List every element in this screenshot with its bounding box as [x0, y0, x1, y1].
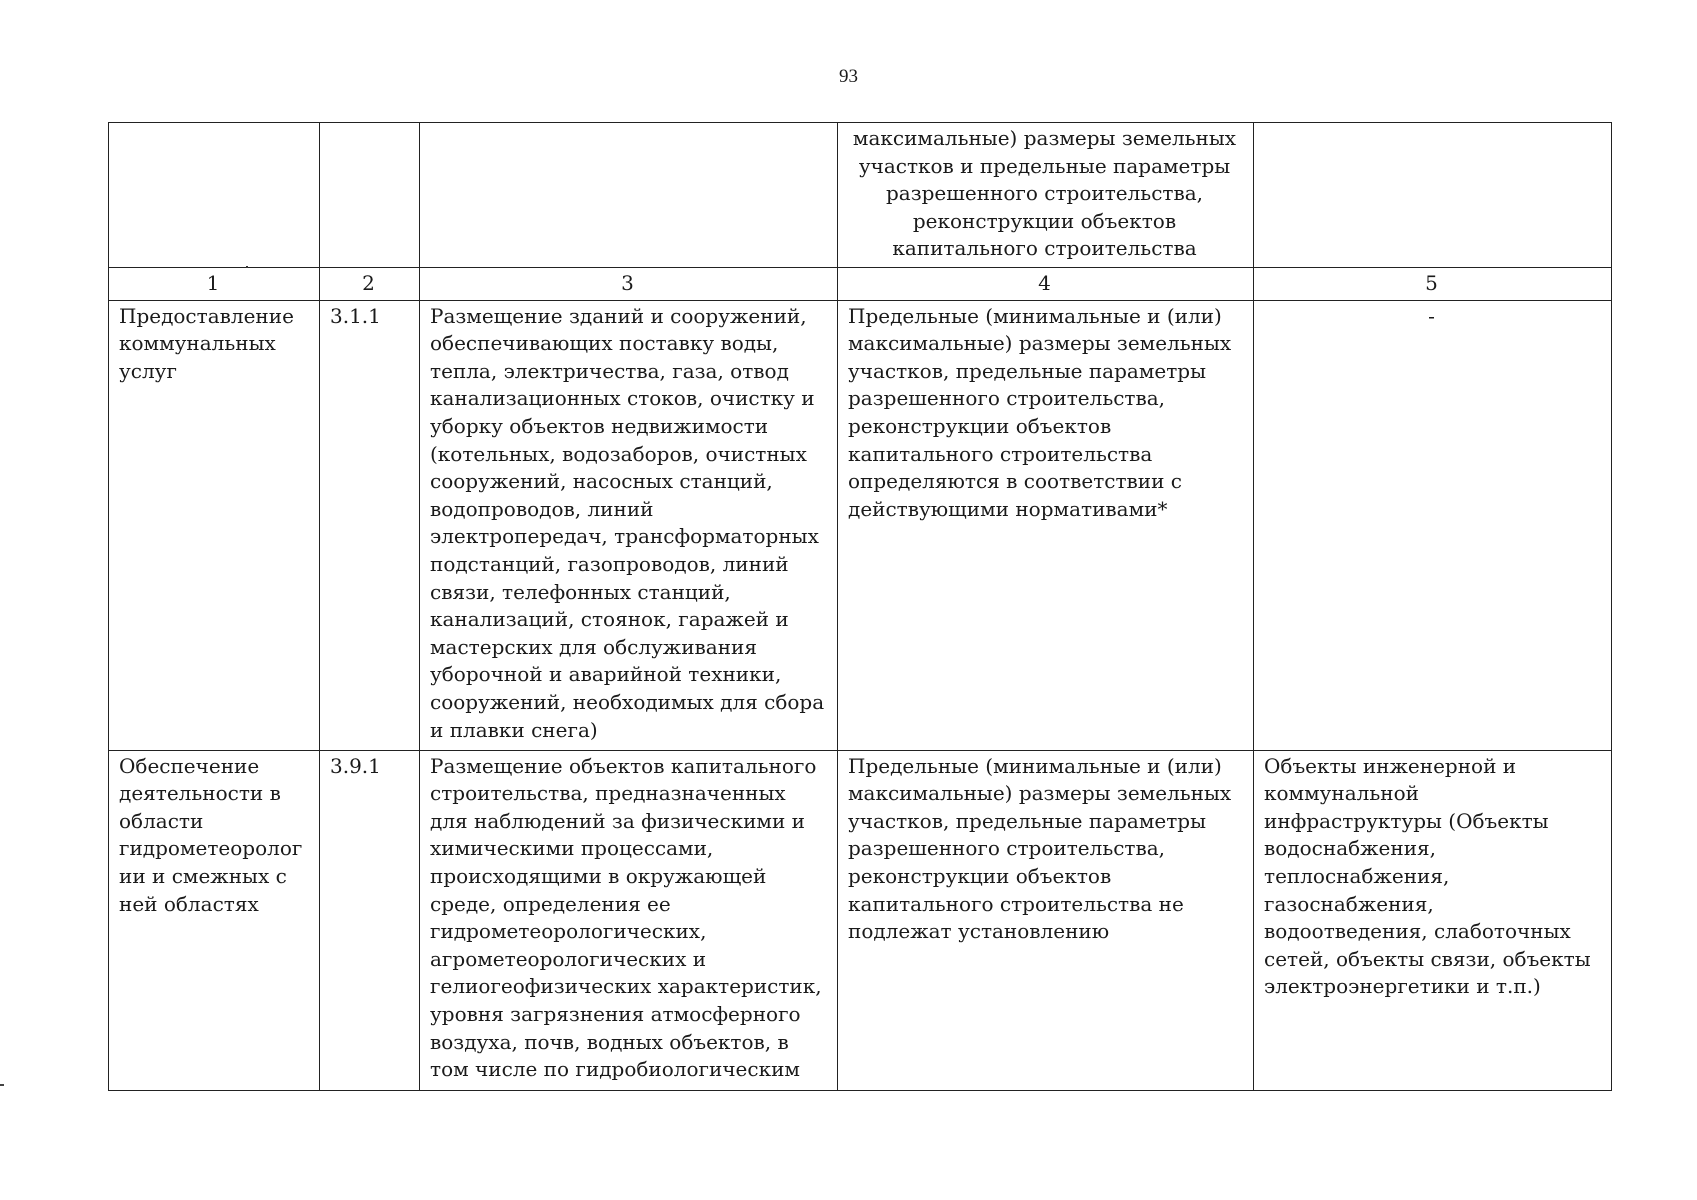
scan-margin-mark	[0, 1084, 4, 1086]
column-number: 3	[420, 268, 838, 301]
use-code-cell: 3.9.1	[320, 750, 420, 1090]
use-name-cell: Обеспечение деятельности в области гидрометеоролог ии и смежных с ней областях	[109, 750, 320, 1090]
column-number: 5	[1254, 268, 1612, 301]
parameters-cell: Предельные (минимальные и (или) максимальные) размеры земельных участков, предельные параметры разрешенного строительства, реконструкции объектов капитального строительства определяются в соответствии с действующими нормативами*	[838, 300, 1254, 750]
column-numbers-row	[109, 268, 1612, 301]
table-row	[109, 300, 1612, 750]
carry-cell-3	[420, 123, 838, 268]
use-name-cell: Предоставление коммунальных услуг	[109, 300, 320, 750]
use-description-cell: Размещение объектов капитального строительства, предназначенных для наблюдений за физическими и химическими процессами, происходящими в окружающей среде, определения ее гидрометеорологических, агрометеорологических и гелиогеофизических характеристик, уровня загрязнения атмосферного воздуха, почв, водных объектов, в том числе по гидробиологическим	[420, 750, 838, 1090]
carry-cell-2	[320, 123, 420, 268]
carry-over-row	[109, 123, 1612, 268]
zoning-table	[108, 122, 1612, 1091]
table-row	[109, 750, 1612, 1090]
carry-cell-4: максимальные) размеры земельных участков и предельные параметры разрешенного строительства, реконструкции объектов капитального строительства	[838, 123, 1254, 268]
column-number: 4	[838, 268, 1254, 301]
carry-cell-5	[1254, 123, 1612, 268]
carry-cell-1	[109, 123, 320, 268]
use-description-cell: Размещение зданий и сооружений, обеспечивающих поставку воды, тепла, электричества, газа, отвод канализационных стоков, очистку и уборку объектов недвижимости (котельных, водозаборов, очистных сооружений, насосных станций, водопроводов, линий электропередач, трансформаторных подстанций, газопроводов, линий связи, телефонных станций, канализаций, стоянок, гаражей и мастерских для обслуживания уборочной и аварийной техники, сооружений, необходимых для сбора и плавки снега)	[420, 300, 838, 750]
restrictions-cell: Объекты инженерной и коммунальной инфраструктуры (Объекты водоснабжения, теплоснабжения, газоснабжения, водоотведения, слаботочных сетей, объекты связи, объекты электроэнергетики и т.п.)	[1254, 750, 1612, 1090]
column-number: 2	[320, 268, 420, 301]
use-code-cell: 3.1.1	[320, 300, 420, 750]
page-number: 93	[839, 66, 858, 87]
restrictions-cell: -	[1254, 300, 1612, 750]
scan-speck	[246, 266, 248, 268]
column-number: 1	[109, 268, 320, 301]
parameters-cell: Предельные (минимальные и (или) максимальные) размеры земельных участков, предельные параметры разрешенного строительства, реконструкции объектов капитального строительства не подлежат установлению	[838, 750, 1254, 1090]
